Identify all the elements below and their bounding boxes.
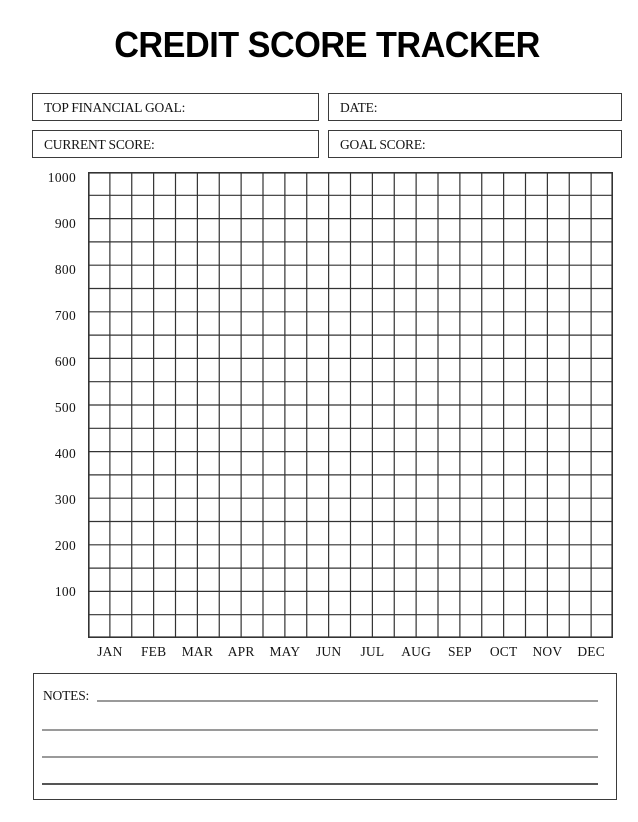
y-axis-tick-label: 700: [54, 308, 76, 323]
x-axis-month-label: MAR: [181, 644, 214, 659]
field-date[interactable]: [328, 93, 622, 121]
chart-grid: [88, 172, 613, 638]
notes-header-row: [43, 687, 598, 704]
x-axis-month-label: APR: [227, 644, 255, 659]
field-current-score-label: CURRENT SCORE:: [44, 136, 155, 152]
page-title: [33, 24, 622, 65]
y-axis-tick-label: 1000: [47, 170, 76, 185]
notes-rule-line: [42, 729, 598, 731]
chart-grid-lines: [88, 172, 613, 638]
chart-grid-svg: [88, 172, 613, 638]
notes-rules: [34, 729, 616, 785]
x-axis-month-label: JUN: [315, 644, 342, 659]
y-axis-tick-label: 100: [54, 584, 76, 599]
notes-rule-line: [42, 756, 598, 758]
y-axis-tick-label: 500: [54, 400, 76, 415]
date-input[interactable]: [377, 96, 621, 118]
y-axis-tick-label: 900: [54, 216, 76, 231]
top-financial-goal-input[interactable]: [185, 96, 318, 118]
field-goal-score[interactable]: [328, 130, 622, 158]
field-date-label: DATE:: [340, 99, 378, 115]
x-axis-month-label: NOV: [532, 644, 563, 659]
y-axis-tick-label: 300: [54, 492, 76, 507]
current-score-input[interactable]: [155, 133, 318, 155]
goal-score-input[interactable]: [425, 133, 621, 155]
x-axis-labels: [88, 644, 613, 661]
y-axis-tick-label: 400: [54, 446, 76, 461]
field-goal-score-label: GOAL SCORE:: [340, 136, 426, 152]
field-top-financial-goal-label: TOP FINANCIAL GOAL:: [44, 99, 186, 115]
notes-rule-line: [42, 783, 598, 785]
y-axis-tick-label: 800: [54, 262, 76, 277]
x-axis-month-label: DEC: [577, 644, 605, 659]
y-axis-labels: [0, 171, 76, 599]
x-axis-month-label: SEP: [447, 644, 472, 659]
notes-box[interactable]: [33, 673, 617, 800]
field-top-financial-goal[interactable]: [32, 93, 319, 121]
x-axis-month-label: JUL: [360, 644, 385, 659]
x-axis-month-label: OCT: [489, 644, 518, 659]
y-axis-tick-label: 200: [54, 538, 76, 553]
x-axis-month-label: MAY: [269, 644, 301, 659]
x-axis-month-label: JAN: [97, 644, 123, 659]
x-axis-month-label: AUG: [401, 644, 432, 659]
field-current-score[interactable]: [32, 130, 319, 158]
page-title-text: CREDIT SCORE TRACKER: [114, 24, 541, 65]
notes-rule-line: [97, 700, 598, 702]
x-axis-month-label: FEB: [140, 644, 167, 659]
y-axis-tick-label: 600: [54, 354, 76, 369]
notes-label: NOTES:: [43, 688, 90, 703]
